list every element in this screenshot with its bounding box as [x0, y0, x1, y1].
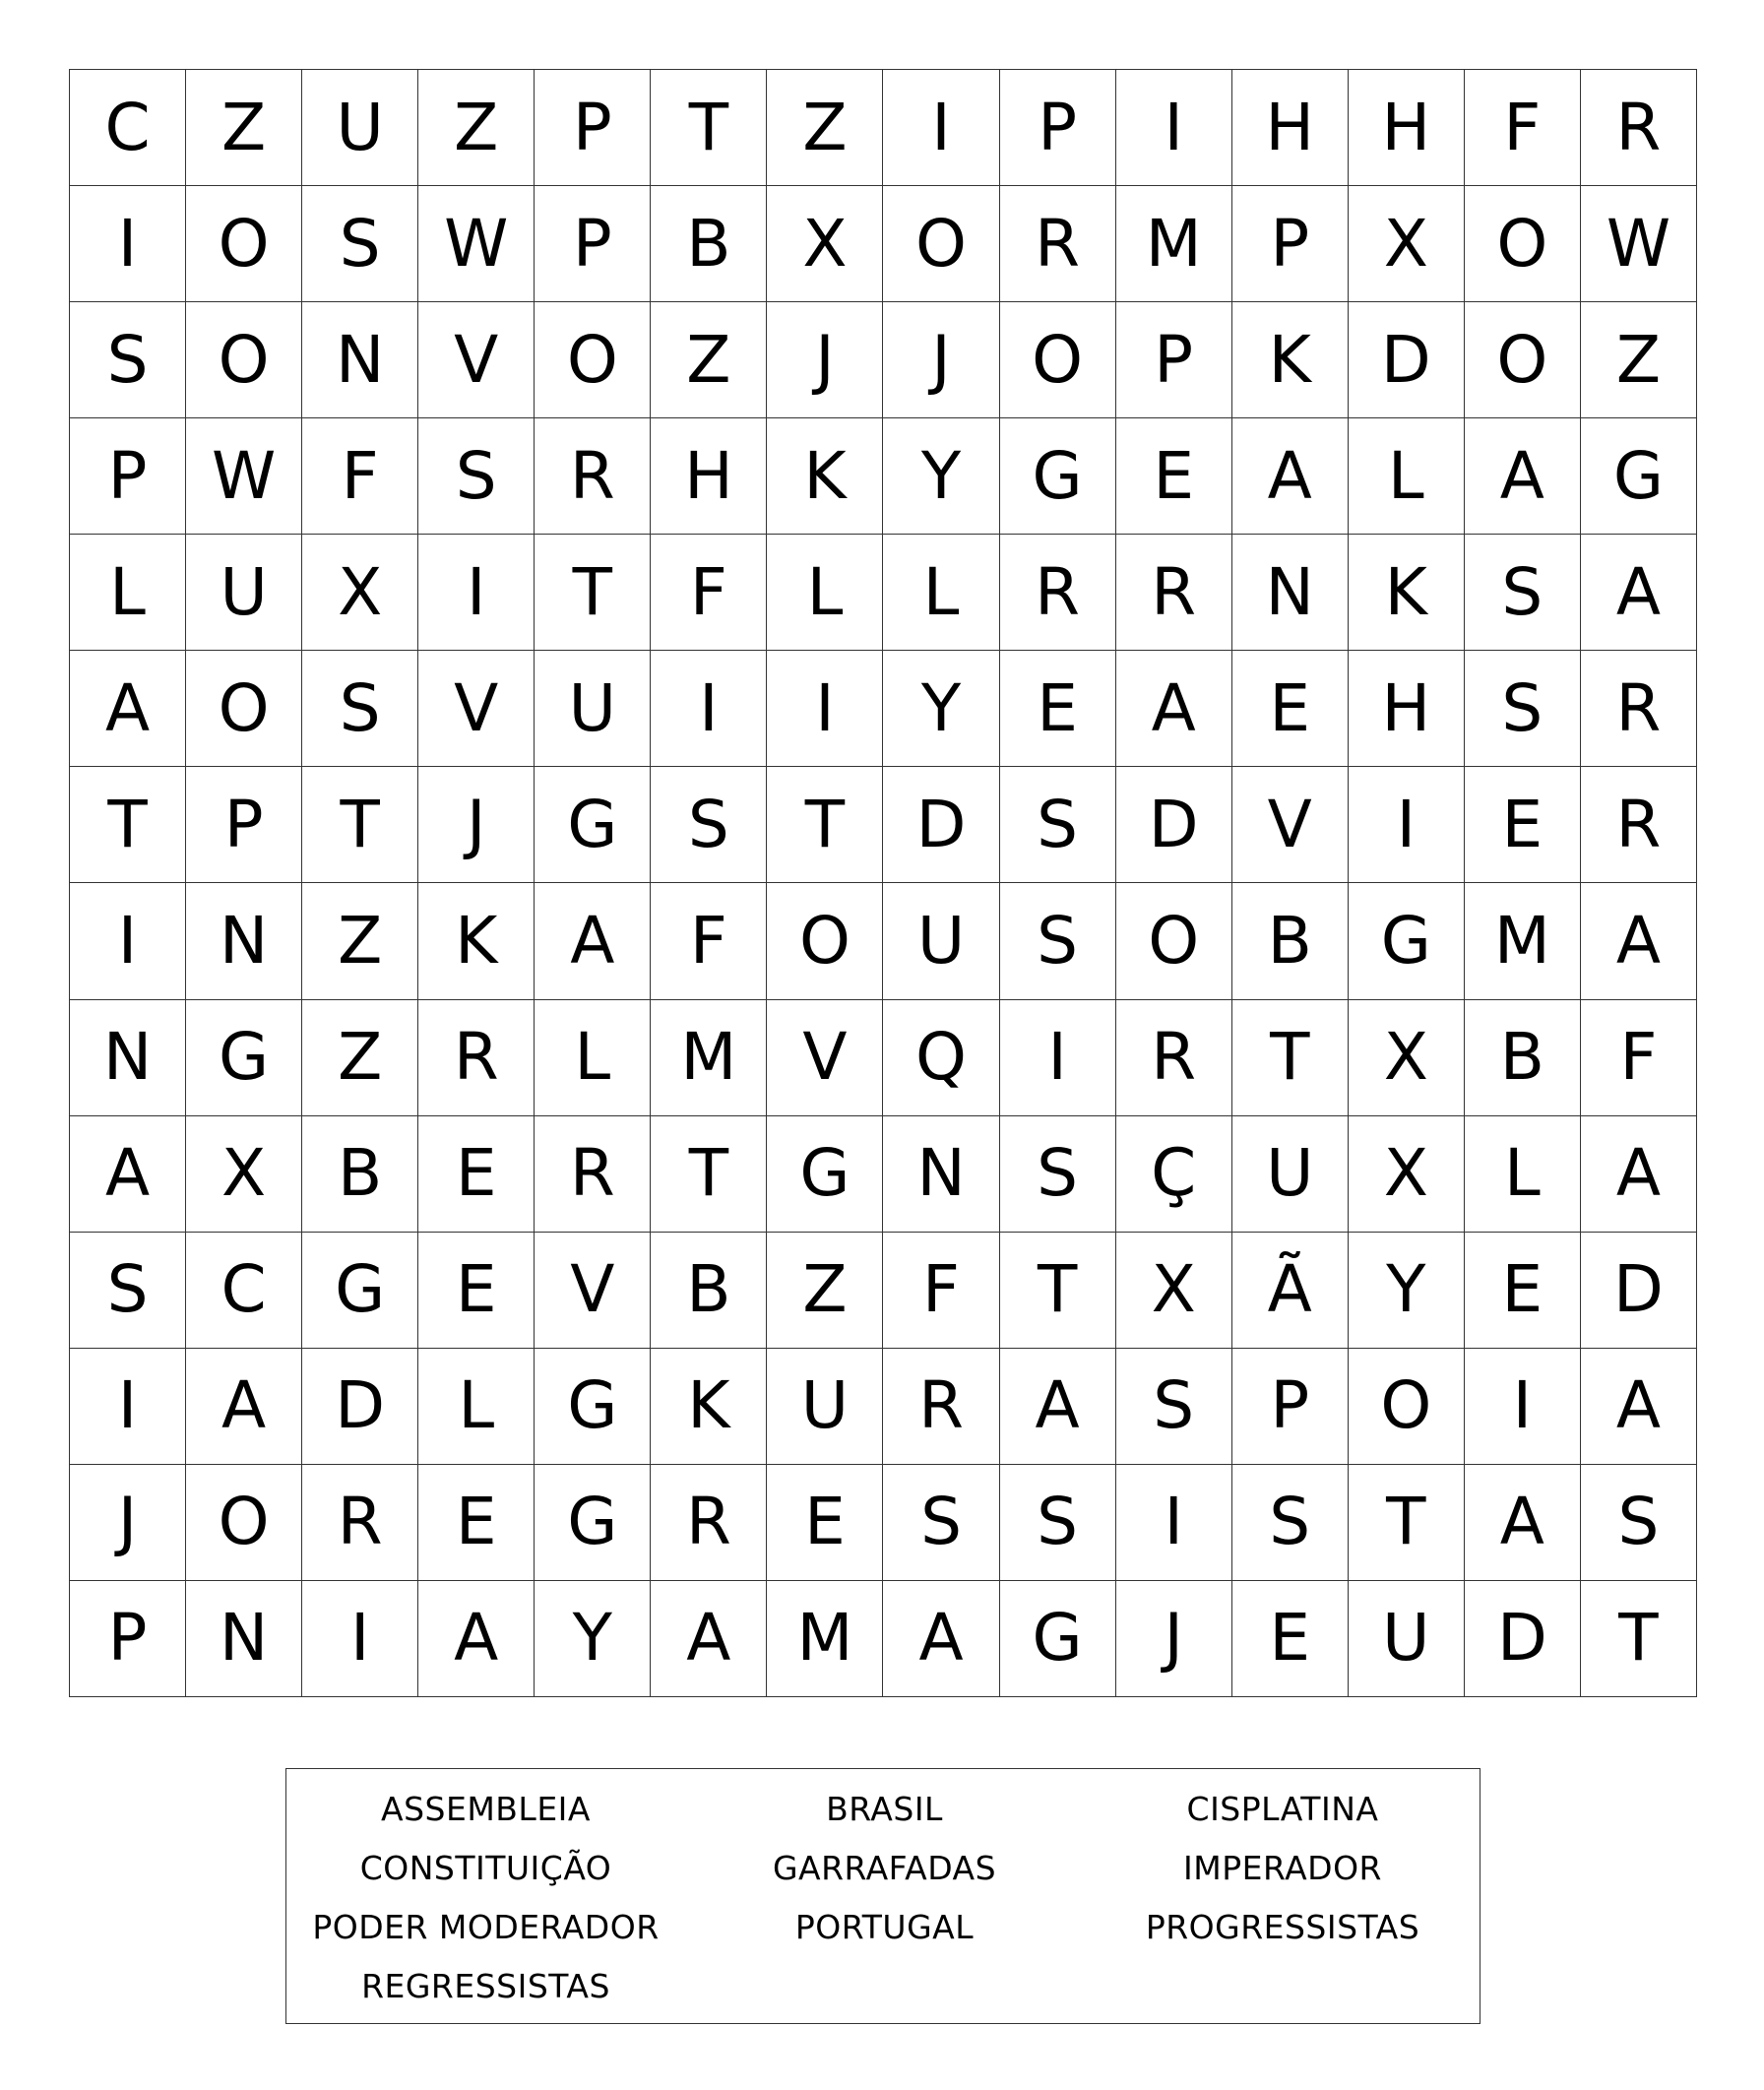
grid-cell[interactable]: U: [1232, 1116, 1349, 1233]
grid-cell[interactable]: B: [302, 1116, 418, 1233]
grid-cell[interactable]: U: [883, 883, 999, 999]
grid-cell[interactable]: G: [535, 1349, 651, 1465]
grid-cell[interactable]: P: [186, 767, 302, 883]
grid-cell[interactable]: L: [883, 535, 999, 651]
word-list-item: GARRAFADAS: [772, 1848, 997, 1887]
grid-cell[interactable]: W: [1581, 186, 1697, 302]
grid-cell[interactable]: K: [1232, 302, 1349, 418]
grid-cell[interactable]: G: [1000, 418, 1116, 535]
grid-cell[interactable]: J: [767, 302, 883, 418]
grid-cell[interactable]: S: [1581, 1465, 1697, 1581]
grid-cell[interactable]: T: [1581, 1581, 1697, 1697]
grid-cell[interactable]: N: [186, 883, 302, 999]
grid-cell[interactable]: E: [767, 1465, 883, 1581]
grid-cell[interactable]: X: [302, 535, 418, 651]
grid-cell[interactable]: V: [418, 651, 535, 767]
word-list-item: IMPERADOR: [1183, 1848, 1382, 1887]
word-list-item: ASSEMBLEIA: [381, 1789, 591, 1828]
grid-cell[interactable]: O: [1116, 883, 1232, 999]
grid-cell[interactable]: S: [1232, 1465, 1349, 1581]
grid-cell[interactable]: D: [1581, 1233, 1697, 1349]
grid-cell[interactable]: R: [651, 1465, 767, 1581]
grid-cell[interactable]: D: [883, 767, 999, 883]
grid-cell[interactable]: R: [883, 1349, 999, 1465]
grid-cell[interactable]: M: [1465, 883, 1581, 999]
grid-cell[interactable]: S: [883, 1465, 999, 1581]
grid-cell[interactable]: R: [1000, 535, 1116, 651]
grid-cell[interactable]: U: [1349, 1581, 1465, 1697]
grid-cell[interactable]: D: [302, 1349, 418, 1465]
grid-cell[interactable]: F: [302, 418, 418, 535]
grid-cell[interactable]: X: [767, 186, 883, 302]
word-list-item: BRASIL: [826, 1789, 943, 1828]
grid-cell[interactable]: T: [651, 1116, 767, 1233]
grid-cell[interactable]: S: [418, 418, 535, 535]
grid-cell[interactable]: J: [883, 302, 999, 418]
grid-cell[interactable]: J: [1116, 1581, 1232, 1697]
grid-cell[interactable]: T: [651, 70, 767, 186]
grid-cell[interactable]: T: [302, 767, 418, 883]
grid-cell[interactable]: X: [1349, 186, 1465, 302]
grid-cell[interactable]: Z: [302, 1000, 418, 1116]
grid-cell[interactable]: L: [767, 535, 883, 651]
grid-cell[interactable]: G: [1349, 883, 1465, 999]
grid-cell[interactable]: R: [535, 1116, 651, 1233]
grid-cell[interactable]: Y: [883, 651, 999, 767]
grid-cell[interactable]: T: [535, 535, 651, 651]
grid-cell[interactable]: G: [767, 1116, 883, 1233]
grid-cell[interactable]: A: [535, 883, 651, 999]
grid-cell[interactable]: Z: [1581, 302, 1697, 418]
grid-cell[interactable]: O: [1349, 1349, 1465, 1465]
grid-cell[interactable]: S: [302, 186, 418, 302]
word-list-item: CISPLATINA: [1186, 1789, 1379, 1828]
word-list: [285, 1768, 1480, 2024]
grid-cell[interactable]: E: [1116, 418, 1232, 535]
grid-cell[interactable]: R: [1116, 1000, 1232, 1116]
grid-cell[interactable]: N: [70, 1000, 186, 1116]
grid-cell[interactable]: S: [1116, 1349, 1232, 1465]
grid-cell[interactable]: X: [1116, 1233, 1232, 1349]
grid-cell[interactable]: S: [302, 651, 418, 767]
grid-cell[interactable]: A: [418, 1581, 535, 1697]
grid-cell[interactable]: R: [302, 1465, 418, 1581]
grid-cell[interactable]: I: [767, 651, 883, 767]
grid-cell[interactable]: Z: [186, 70, 302, 186]
grid-cell[interactable]: M: [1116, 186, 1232, 302]
grid-cell[interactable]: G: [1000, 1581, 1116, 1697]
grid-cell[interactable]: Z: [302, 883, 418, 999]
grid-cell[interactable]: B: [651, 1233, 767, 1349]
grid-cell[interactable]: Z: [651, 302, 767, 418]
grid-cell[interactable]: X: [1349, 1000, 1465, 1116]
grid-cell[interactable]: A: [1465, 418, 1581, 535]
grid-cell[interactable]: S: [1465, 535, 1581, 651]
grid-cell[interactable]: D: [1349, 302, 1465, 418]
grid-cell[interactable]: I: [1349, 767, 1465, 883]
grid-cell[interactable]: Z: [767, 1233, 883, 1349]
grid-cell[interactable]: S: [1000, 883, 1116, 999]
grid-cell[interactable]: Q: [883, 1000, 999, 1116]
grid-cell[interactable]: R: [1116, 535, 1232, 651]
grid-cell[interactable]: I: [1116, 70, 1232, 186]
grid-cell[interactable]: U: [302, 70, 418, 186]
grid-cell[interactable]: E: [1465, 767, 1581, 883]
grid-cell[interactable]: A: [70, 651, 186, 767]
grid-cell[interactable]: P: [1116, 302, 1232, 418]
grid-cell[interactable]: A: [1116, 651, 1232, 767]
grid-cell[interactable]: S: [1465, 651, 1581, 767]
grid-cell[interactable]: E: [1465, 1233, 1581, 1349]
word-search-grid: [69, 69, 1697, 1697]
grid-cell[interactable]: K: [418, 883, 535, 999]
grid-cell[interactable]: S: [70, 302, 186, 418]
grid-cell[interactable]: A: [1581, 535, 1697, 651]
grid-cell[interactable]: Y: [883, 418, 999, 535]
grid-cell[interactable]: A: [1581, 883, 1697, 999]
word-list-item: PODER MODERADOR: [312, 1907, 660, 1946]
grid-cell[interactable]: T: [70, 767, 186, 883]
grid-cell[interactable]: E: [418, 1465, 535, 1581]
grid-cell[interactable]: E: [418, 1116, 535, 1233]
grid-cell[interactable]: S: [1000, 1116, 1116, 1233]
grid-cell[interactable]: W: [186, 418, 302, 535]
grid-cell[interactable]: S: [651, 767, 767, 883]
grid-cell[interactable]: S: [1000, 767, 1116, 883]
grid-cell[interactable]: T: [1000, 1233, 1116, 1349]
grid-cell[interactable]: D: [1465, 1581, 1581, 1697]
grid-cell[interactable]: L: [535, 1000, 651, 1116]
grid-cell[interactable]: A: [651, 1581, 767, 1697]
grid-cell[interactable]: A: [1581, 1349, 1697, 1465]
grid-cell[interactable]: V: [767, 1000, 883, 1116]
word-list-item: PORTUGAL: [794, 1907, 975, 1946]
grid-cell[interactable]: B: [651, 186, 767, 302]
grid-cell[interactable]: F: [651, 883, 767, 999]
grid-cell[interactable]: V: [418, 302, 535, 418]
grid-cell[interactable]: C: [70, 70, 186, 186]
grid-cell[interactable]: K: [651, 1349, 767, 1465]
grid-cell[interactable]: F: [651, 535, 767, 651]
grid-cell[interactable]: I: [70, 1349, 186, 1465]
grid-cell[interactable]: N: [883, 1116, 999, 1233]
grid-cell[interactable]: J: [418, 767, 535, 883]
grid-cell[interactable]: G: [186, 1000, 302, 1116]
grid-cell[interactable]: G: [535, 1465, 651, 1581]
grid-cell[interactable]: Y: [535, 1581, 651, 1697]
grid-cell[interactable]: L: [1349, 418, 1465, 535]
grid-cell[interactable]: V: [1232, 767, 1349, 883]
grid-cell[interactable]: Ã: [1232, 1233, 1349, 1349]
grid-cell[interactable]: Y: [1349, 1233, 1465, 1349]
grid-cell[interactable]: R: [1000, 186, 1116, 302]
grid-cell[interactable]: E: [1000, 651, 1116, 767]
grid-cell[interactable]: O: [186, 1465, 302, 1581]
grid-cell[interactable]: A: [186, 1349, 302, 1465]
grid-cell[interactable]: E: [1232, 651, 1349, 767]
grid-cell[interactable]: N: [1232, 535, 1349, 651]
grid-cell[interactable]: P: [535, 186, 651, 302]
grid-cell[interactable]: F: [1581, 1000, 1697, 1116]
grid-cell[interactable]: V: [535, 1233, 651, 1349]
grid-cell[interactable]: H: [1349, 70, 1465, 186]
grid-cell[interactable]: O: [186, 651, 302, 767]
grid-cell[interactable]: H: [1232, 70, 1349, 186]
grid-cell[interactable]: A: [883, 1581, 999, 1697]
grid-cell[interactable]: J: [70, 1465, 186, 1581]
word-list-item: PROGRESSISTAS: [1145, 1907, 1420, 1946]
grid-cell[interactable]: N: [186, 1581, 302, 1697]
grid-cell[interactable]: I: [70, 186, 186, 302]
grid-cell[interactable]: X: [186, 1116, 302, 1233]
grid-cell[interactable]: O: [767, 883, 883, 999]
grid-cell[interactable]: A: [1232, 418, 1349, 535]
grid-cell[interactable]: N: [302, 302, 418, 418]
grid-cell[interactable]: M: [651, 1000, 767, 1116]
grid-cell[interactable]: P: [70, 418, 186, 535]
grid-cell[interactable]: R: [1581, 767, 1697, 883]
grid-cell[interactable]: L: [1465, 1116, 1581, 1233]
grid-cell[interactable]: P: [1000, 70, 1116, 186]
grid-cell[interactable]: G: [535, 767, 651, 883]
grid-cell[interactable]: X: [1349, 1116, 1465, 1233]
grid-cell[interactable]: R: [418, 1000, 535, 1116]
grid-cell[interactable]: B: [1232, 883, 1349, 999]
grid-cell[interactable]: P: [70, 1581, 186, 1697]
grid-cell[interactable]: O: [1000, 302, 1116, 418]
grid-cell[interactable]: P: [1232, 1349, 1349, 1465]
grid-cell[interactable]: I: [70, 883, 186, 999]
grid-cell[interactable]: E: [1232, 1581, 1349, 1697]
grid-cell[interactable]: K: [767, 418, 883, 535]
word-list-item: CONSTITUIÇÃO: [359, 1848, 612, 1887]
grid-cell[interactable]: I: [883, 70, 999, 186]
grid-cell[interactable]: A: [1581, 1116, 1697, 1233]
grid-cell[interactable]: O: [883, 186, 999, 302]
grid-cell[interactable]: O: [186, 186, 302, 302]
grid-cell[interactable]: T: [1232, 1000, 1349, 1116]
grid-cell[interactable]: P: [535, 70, 651, 186]
grid-cell[interactable]: I: [651, 651, 767, 767]
word-list-item: REGRESSISTAS: [361, 1966, 610, 2005]
grid-cell[interactable]: U: [535, 651, 651, 767]
grid-cell[interactable]: R: [535, 418, 651, 535]
grid-cell[interactable]: G: [1581, 418, 1697, 535]
grid-cell[interactable]: U: [186, 535, 302, 651]
grid-cell[interactable]: I: [418, 535, 535, 651]
grid-cell[interactable]: P: [1232, 186, 1349, 302]
grid-cell[interactable]: I: [1000, 1000, 1116, 1116]
grid-cell[interactable]: R: [1581, 651, 1697, 767]
grid-cell[interactable]: H: [1349, 651, 1465, 767]
grid-cell[interactable]: Z: [418, 70, 535, 186]
grid-cell[interactable]: B: [1465, 1000, 1581, 1116]
grid-cell[interactable]: D: [1116, 767, 1232, 883]
grid-cell[interactable]: Ç: [1116, 1116, 1232, 1233]
grid-cell[interactable]: A: [70, 1116, 186, 1233]
grid-cell[interactable]: S: [1000, 1465, 1116, 1581]
grid-cell[interactable]: F: [883, 1233, 999, 1349]
grid-cell[interactable]: A: [1000, 1349, 1116, 1465]
grid-cell[interactable]: I: [302, 1581, 418, 1697]
grid-cell[interactable]: H: [651, 418, 767, 535]
grid-cell[interactable]: O: [186, 302, 302, 418]
grid-cell[interactable]: A: [1465, 1465, 1581, 1581]
grid-cell[interactable]: T: [767, 767, 883, 883]
grid-cell[interactable]: R: [1581, 70, 1697, 186]
grid-cell[interactable]: I: [1465, 1349, 1581, 1465]
grid-cell[interactable]: Z: [767, 70, 883, 186]
grid-cell[interactable]: F: [1465, 70, 1581, 186]
grid-cell[interactable]: C: [186, 1233, 302, 1349]
grid-cell[interactable]: G: [302, 1233, 418, 1349]
grid-cell[interactable]: I: [1116, 1465, 1232, 1581]
grid-cell[interactable]: U: [767, 1349, 883, 1465]
grid-cell[interactable]: L: [418, 1349, 535, 1465]
grid-cell[interactable]: O: [1465, 302, 1581, 418]
grid-cell[interactable]: E: [418, 1233, 535, 1349]
grid-cell[interactable]: K: [1349, 535, 1465, 651]
grid-cell[interactable]: S: [70, 1233, 186, 1349]
grid-cell[interactable]: O: [535, 302, 651, 418]
grid-cell[interactable]: W: [418, 186, 535, 302]
grid-cell[interactable]: T: [1349, 1465, 1465, 1581]
grid-cell[interactable]: M: [767, 1581, 883, 1697]
grid-cell[interactable]: O: [1465, 186, 1581, 302]
grid-cell[interactable]: L: [70, 535, 186, 651]
